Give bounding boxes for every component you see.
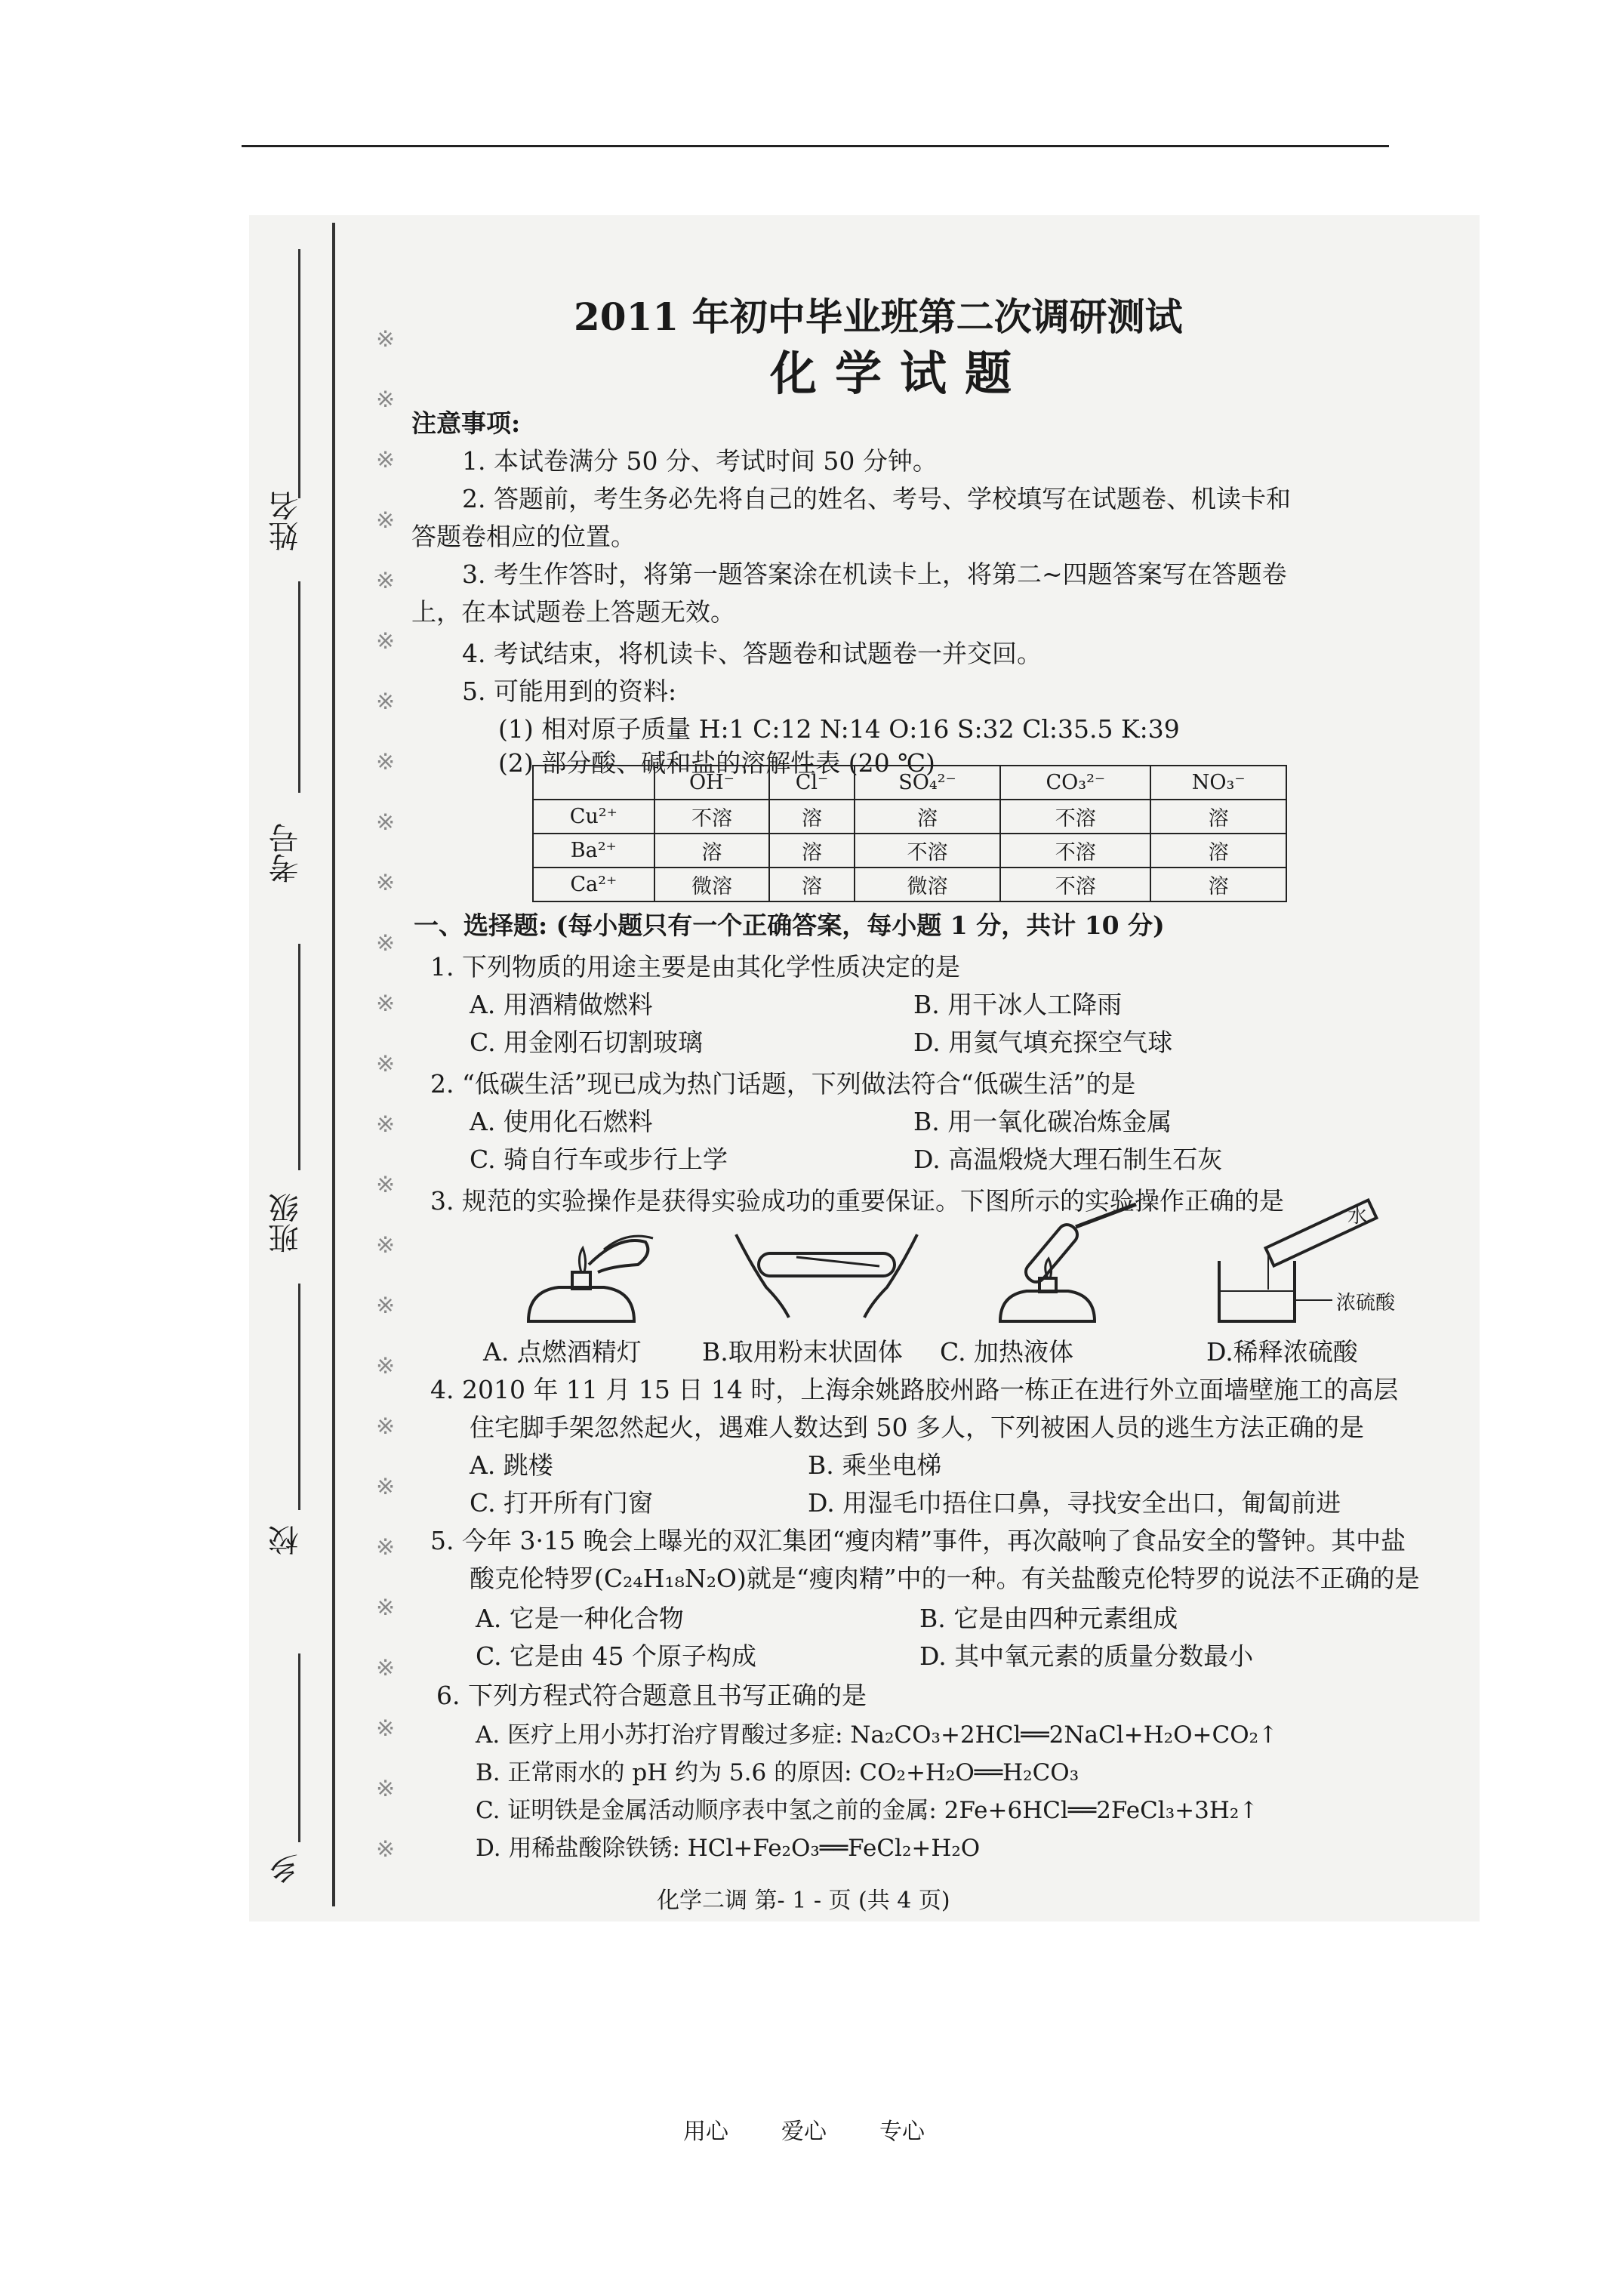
atomic-masses: (1) 相对原子质量 H:1 C:12 N:14 O:16 S:32 Cl:35.5 K:39 bbox=[498, 714, 1180, 744]
table-cell: Ba²⁺ bbox=[533, 834, 654, 868]
question-5-stem-cont: 酸克伦特罗(C₂₄H₁₈N₂O)就是“瘦肉精”中的一种。有关盐酸克伦特罗的说法不正确的是 bbox=[470, 1564, 1420, 1593]
table-cell: Cu²⁺ bbox=[533, 800, 654, 834]
q3-water-label: 水 bbox=[1347, 1205, 1368, 1228]
q3-option-b: B.取用粉末状固体 bbox=[702, 1337, 903, 1367]
question-4-stem-cont: 住宅脚手架忽然起火，遇难人数达到 50 多人，下列被困人员的逃生方法正确的是 bbox=[470, 1413, 1364, 1442]
class-label: 班级 bbox=[269, 1193, 303, 1253]
notice-item: 5. 可能用到的资料: bbox=[462, 676, 677, 706]
class-blank bbox=[298, 944, 300, 1170]
q4-option-c: C. 打开所有门窗 bbox=[470, 1488, 654, 1518]
table-cell: OH⁻ bbox=[654, 766, 770, 800]
table-cell: Ca²⁺ bbox=[533, 868, 654, 901]
table-cell bbox=[533, 766, 654, 800]
heating-liquid-figure bbox=[970, 1197, 1159, 1329]
exam-title: 2011 年初中毕业班第二次调研测试 bbox=[574, 294, 1183, 339]
table-cell: 微溶 bbox=[855, 868, 1001, 901]
q2-option-c: C. 骑自行车或步行上学 bbox=[470, 1145, 728, 1174]
township-blank bbox=[298, 1653, 300, 1842]
q5-option-d: D. 其中氧元素的质量分数最小 bbox=[919, 1641, 1254, 1671]
table-cell: 微溶 bbox=[654, 868, 770, 901]
table-cell: 溶 bbox=[1150, 800, 1286, 834]
q6-option-a: A. 医疗上用小苏打治疗胃酸过多症: Na₂CO₃+2HCl══2NaCl+H₂O+CO₂↑ bbox=[476, 1721, 1279, 1749]
table-cell: 溶 bbox=[769, 868, 854, 901]
question-6-stem: 6. 下列方程式符合题意且书写正确的是 bbox=[436, 1681, 867, 1710]
subject-title: 化学试题 bbox=[770, 346, 1030, 401]
q1-option-a: A. 用酒精做燃料 bbox=[470, 990, 653, 1019]
exam-no-blank bbox=[298, 581, 300, 793]
school-blank bbox=[298, 1284, 300, 1510]
solubility-caption: (2) 部分酸、碱和盐的溶解性表 (20 ℃) bbox=[498, 748, 935, 778]
school-label: 校 bbox=[269, 1525, 303, 1555]
table-cell: 不溶 bbox=[1000, 834, 1150, 868]
powder-test-tube-figure bbox=[728, 1212, 925, 1325]
q5-option-b: B. 它是由四种元素组成 bbox=[919, 1604, 1178, 1633]
table-cell: SO₄²⁻ bbox=[855, 766, 1001, 800]
table-cell: 溶 bbox=[1150, 868, 1286, 901]
notice-item: 1. 本试卷满分 50 分、考试时间 50 分钟。 bbox=[462, 446, 938, 476]
question-5-stem: 5. 今年 3·15 晚会上曝光的双汇集团“瘦肉精”事件，再次敲响了食品安全的警钟。其中盐 bbox=[430, 1526, 1406, 1555]
alcohol-lamp-figure bbox=[513, 1219, 664, 1329]
q4-option-b: B. 乘坐电梯 bbox=[808, 1450, 942, 1480]
q2-option-b: B. 用一氧化碳冶炼金属 bbox=[913, 1107, 1172, 1136]
q3-option-d: D.稀释浓硫酸 bbox=[1206, 1337, 1358, 1367]
table-row bbox=[533, 800, 1286, 834]
solubility-table bbox=[532, 765, 1287, 902]
q1-option-c: C. 用金刚石切割玻璃 bbox=[470, 1028, 704, 1057]
motto-word: 用心 bbox=[683, 2119, 728, 2145]
q2-option-d: D. 高温煅烧大理石制生石灰 bbox=[913, 1145, 1223, 1174]
question-3-stem: 3. 规范的实验操作是获得实验成功的重要保证。下图所示的实验操作正确的是 bbox=[430, 1186, 1284, 1216]
question-1-stem: 1. 下列物质的用途主要是由其化学性质决定的是 bbox=[430, 952, 960, 982]
table-cell: CO₃²⁻ bbox=[1000, 766, 1150, 800]
table-cell: 溶 bbox=[769, 834, 854, 868]
q4-option-a: A. 跳楼 bbox=[470, 1450, 553, 1480]
q6-option-d: D. 用稀盐酸除铁锈: HCl+Fe₂O₃══FeCl₂+H₂O bbox=[476, 1835, 981, 1862]
notice-item: 上，在本试题卷上答题无效。 bbox=[411, 597, 735, 627]
notice-item: 2. 答题前，考生务必先将自己的姓名、考号、学校填写在试题卷、机读卡和 bbox=[462, 484, 1291, 513]
q5-option-c: C. 它是由 45 个原子构成 bbox=[476, 1641, 757, 1671]
binding-line bbox=[332, 223, 335, 1906]
q6-option-b: B. 正常雨水的 pH 约为 5.6 的原因: CO₂+H₂O══H₂CO₃ bbox=[476, 1759, 1079, 1786]
q3-acid-label: 浓硫酸 bbox=[1336, 1292, 1396, 1314]
q1-option-b: B. 用干冰人工降雨 bbox=[913, 990, 1123, 1019]
table-cell: 溶 bbox=[1150, 834, 1286, 868]
table-cell: 溶 bbox=[769, 800, 854, 834]
table-cell: 溶 bbox=[855, 800, 1001, 834]
motto-word: 专心 bbox=[879, 2119, 925, 2145]
name-label: 姓名 bbox=[269, 491, 303, 551]
q2-option-a: A. 使用化石燃料 bbox=[470, 1107, 653, 1136]
q3-option-a: A. 点燃酒精灯 bbox=[483, 1337, 642, 1367]
table-cell: 不溶 bbox=[855, 834, 1001, 868]
q5-option-a: A. 它是一种化合物 bbox=[476, 1604, 684, 1633]
question-4-stem: 4. 2010 年 11 月 15 日 14 时，上海余姚路胶州路一栋正在进行外立面墙壁施工的高层 bbox=[430, 1375, 1399, 1404]
table-cell: 不溶 bbox=[654, 800, 770, 834]
table-cell: Cl⁻ bbox=[769, 766, 854, 800]
q3-option-c: C. 加热液体 bbox=[940, 1337, 1074, 1367]
table-cell: 不溶 bbox=[1000, 800, 1150, 834]
top-rule bbox=[242, 145, 1389, 147]
table-row bbox=[533, 868, 1286, 901]
notice-heading: 注意事项: bbox=[411, 408, 521, 438]
table-cell: 溶 bbox=[654, 834, 770, 868]
table-cell: 不溶 bbox=[1000, 868, 1150, 901]
section-heading: 一、选择题: (每小题只有一个正确答案，每小题 1 分，共计 10 分) bbox=[414, 911, 1165, 940]
q6-option-c: C. 证明铁是金属活动顺序表中氢之前的金属: 2Fe+6HCl══2FeCl₃+3H₂↑ bbox=[476, 1797, 1259, 1824]
q4-option-d: D. 用湿毛巾捂住口鼻，寻找安全出口，匍匐前进 bbox=[808, 1488, 1341, 1518]
name-blank bbox=[298, 249, 300, 498]
table-row bbox=[533, 834, 1286, 868]
q1-option-d: D. 用氦气填充探空气球 bbox=[913, 1028, 1173, 1057]
notice-item: 4. 考试结束，将机读卡、答题卷和试题卷一并交回。 bbox=[462, 639, 1042, 668]
exam-no-label: 考号 bbox=[269, 823, 303, 883]
township-label: 乡 bbox=[269, 1854, 303, 1884]
page-footer: 化学二调 第- 1 - 页 (共 4 页) bbox=[657, 1888, 950, 1914]
notice-item: 3. 考生作答时，将第一题答案涂在机读卡上，将第二~四题答案写在答题卷 bbox=[462, 559, 1287, 589]
binding-hatch-pattern: ※ ※ ※ ※ ※ ※ ※ ※ ※ ※ ※ ※ ※ ※ ※ ※ ※ ※ ※ ※ ※ ※ ※ ※ ※ ※ bbox=[376, 326, 396, 1863]
question-2-stem: 2. “低碳生活”现已成为热门话题，下列做法符合“低碳生活”的是 bbox=[430, 1069, 1136, 1099]
table-header-row bbox=[533, 766, 1286, 800]
table-cell: NO₃⁻ bbox=[1150, 766, 1286, 800]
notice-item: 答题卷相应的位置。 bbox=[411, 522, 636, 551]
motto-word: 爱心 bbox=[781, 2119, 827, 2145]
